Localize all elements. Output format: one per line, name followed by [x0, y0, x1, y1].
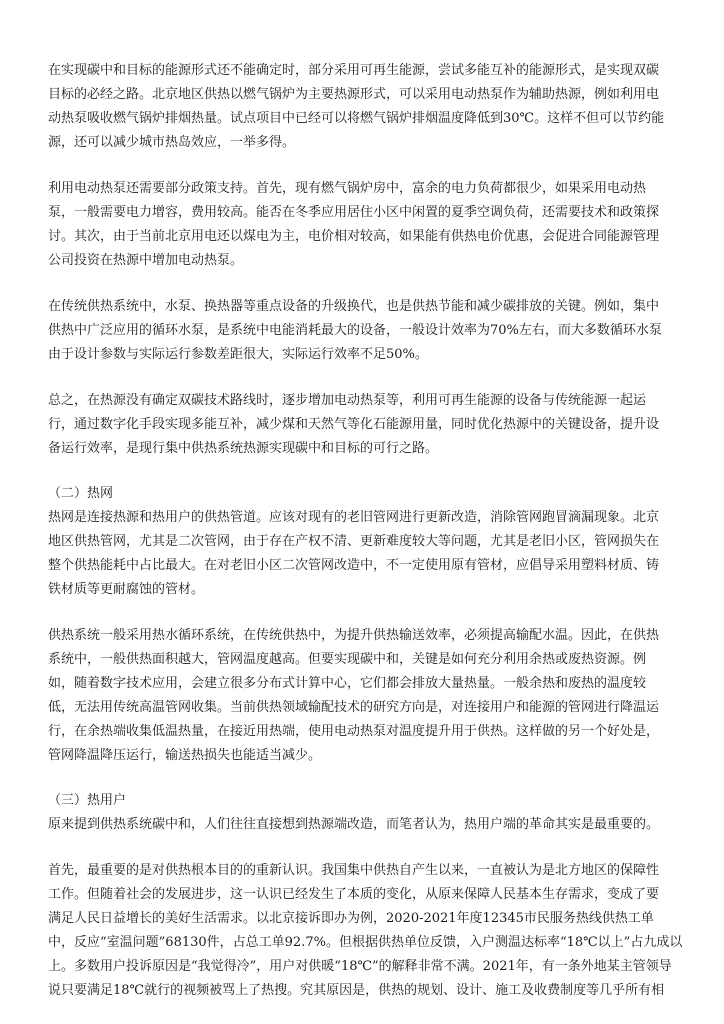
paragraph	[48, 59, 680, 155]
section-heading: （二）热网	[48, 486, 114, 501]
text-line: 源，还可以减少城市热岛效应，一举多得。	[48, 135, 296, 150]
text-line: 备运行效率，是现行集中供热系统热源实现碳中和目标的可行之路。	[48, 441, 439, 456]
paragraph	[48, 177, 680, 273]
text-line: 如，随着数字技术应用，会建立很多分布式计算中心，它们都会排放大量热量。一般余热和废热的温度较	[48, 676, 647, 691]
paragraph	[48, 624, 680, 768]
paragraph	[48, 295, 680, 367]
text-line: 首先，最重要的是对供热根本目的的重新认识。我国集中供热自产生以来，一直被认为是北方地区的保障性	[48, 863, 660, 878]
text-line: 铁材质等更耐腐蚀的管材。	[48, 582, 205, 597]
text-line: 在实现碳中和目标的能源形式还不能确定时，部分采用可再生能源，尝试多能互补的能源形式，是实现双碳	[48, 63, 660, 78]
text-line: 由于设计参数与实际运行参数差距很大，实际运行效率不足50%。	[48, 347, 428, 362]
text-line: 供热中广泛应用的循环水泵，是系统中电能消耗最大的设备，一般设计效率为70%左右，而大多数循环水泵	[48, 323, 662, 338]
paragraph	[48, 506, 680, 602]
text-line: 中，反应“室温问题”68130件，占总工单92.7%。但根据供热单位反馈，入户测温达标率“18℃以上”占九成以	[48, 935, 683, 950]
document-page	[48, 59, 683, 1003]
text-line: 说只要满足18℃就行的视频被骂上了热搜。究其原因是，供热的规划、设计、施工及收费制度等几乎所有相	[48, 983, 665, 998]
text-line: 行，在余热端收集低温热量，在接近用热端，使用电动热泵对温度提升用于供热。这样做的另一个好处是，	[48, 724, 660, 739]
text-line: 行，通过数字化手段实现多能互补，减少煤和天然气等化石能源用量，同时优化热源中的关键设备，提升设	[48, 417, 660, 432]
text-line: 满足人民日益增长的美好生活需求。以北京接诉即办为例，2020-2021年度12345市民服务热线供热工单	[48, 911, 654, 926]
section-heading: （三）热用户	[48, 793, 127, 808]
text-line: 热网是连接热源和热用户的供热管道。应该对现有的老旧管网进行更新改造，消除管网跑冒滴漏现象。北京	[48, 510, 660, 525]
text-line: 管网降温降压运行，输送热损失也能适当减少。	[48, 748, 322, 763]
text-line: 公司投资在热源中增加电动热泵。	[48, 253, 244, 268]
text-line: 低，无法用传统高温管网收集。当前供热领域输配技术的研究方向是，对连接用户和能源的管网进行降温运	[48, 700, 660, 715]
text-line: 系统中，一般供热面积越大，管网温度越高。但要实现碳中和，关键是如何充分利用余热或废热资源。例	[48, 652, 647, 667]
text-line: 讨。其次，由于当前北京用电还以煤电为主，电价相对较高，如果能有供热电价优惠，会促进合同能源管理	[48, 229, 660, 244]
paragraph	[48, 813, 680, 837]
text-line: 上。多数用户投诉原因是“我觉得冷”，用户对供暖“18℃”的解释非常不满。2021年，有一条外地某主管领导	[48, 959, 672, 974]
text-line: 整个供热能耗中占比最大。在对老旧小区二次管网改造中，不一定使用原有管材，应倡导采用塑料材质、铸	[48, 558, 660, 573]
text-line: 利用电动热泵还需要部分政策支持。首先，现有燃气锅炉房中，富余的电力负荷都很少，如果采用电动热	[48, 181, 647, 196]
text-line: 原来提到供热系统碳中和，人们往往直接想到热源端改造，而笔者认为，热用户端的革命其实是最重要的。	[48, 817, 660, 832]
text-line: 工作。但随着社会的发展进步，这一认识已经发生了本质的变化，从原来保障人民基本生存需求，变成了要	[48, 887, 660, 902]
text-line: 在传统供热系统中，水泵、换热器等重点设备的升级换代，也是供热节能和减少碳排放的关键。例如，集中	[48, 299, 660, 314]
text-line: 目标的必经之路。北京地区供热以燃气锅炉为主要热源形式，可以采用电动热泵作为辅助热源，例如利用电	[48, 87, 660, 102]
paragraph	[48, 859, 683, 1003]
text-line: 总之，在热源没有确定双碳技术路线时，逐步增加电动热泵等，利用可再生能源的设备与传统能源一起运	[48, 393, 647, 408]
paragraph	[48, 389, 680, 461]
text-line: 供热系统一般采用热水循环系统，在传统供热中，为提升供热输送效率，必须提高输配水温。因此，在供热	[48, 628, 660, 643]
text-line: 动热泵吸收燃气锅炉排烟热量。试点项目中已经可以将燃气锅炉排烟温度降低到30℃。这样不但可以节约能	[48, 111, 665, 126]
text-line: 泵，一般需要电力增容，费用较高。能否在冬季应用居住小区中闲置的夏季空调负荷，还需要技术和政策探	[48, 205, 660, 220]
text-line: 地区供热管网，尤其是二次管网，由于存在产权不清、更新难度较大等问题，尤其是老旧小区，管网损失在	[48, 534, 660, 549]
